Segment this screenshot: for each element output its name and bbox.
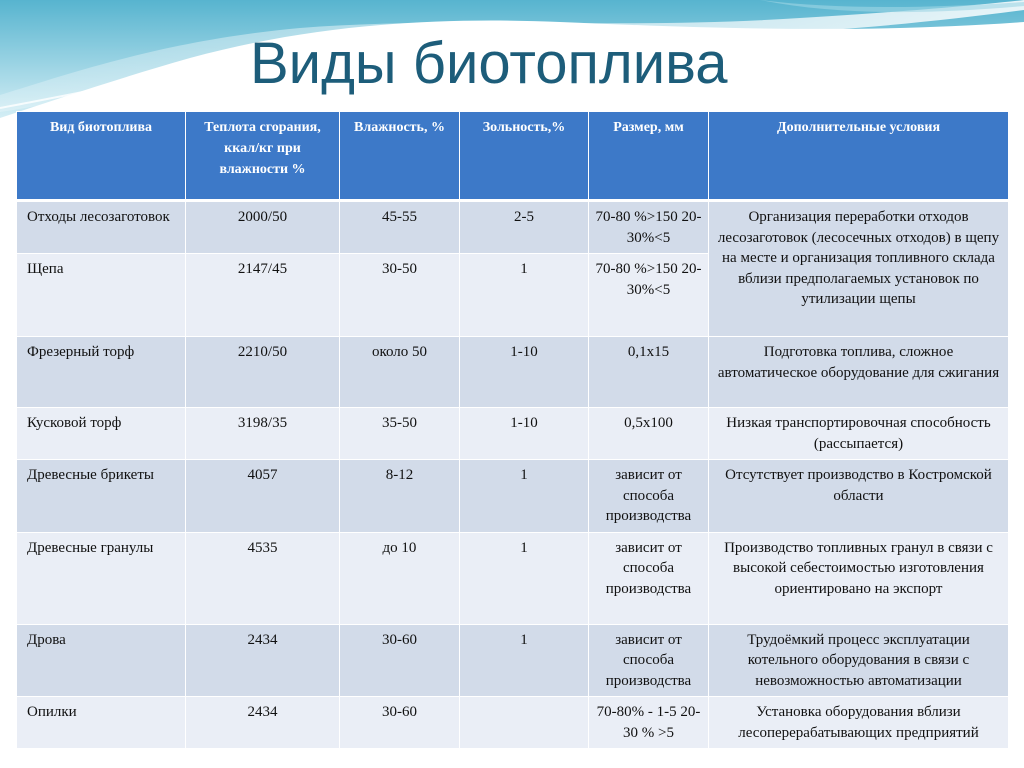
cell-ash-content: 2-5 [460, 201, 589, 254]
cell-fuel-type: Отходы лесозаготовок [17, 201, 186, 254]
cell-size: 0,5х100 [589, 408, 709, 460]
table-row [17, 337, 1009, 408]
cell-fuel-type: Опилки [17, 697, 186, 749]
cell-fuel-type: Древесные брикеты [17, 460, 186, 533]
column-header-heat-value: Теплота сгорания, ккал/кг при влажности % [186, 112, 340, 201]
cell-moisture: 30-60 [340, 624, 460, 697]
cell-moisture: 30-60 [340, 697, 460, 749]
cell-additional-conditions: Производство топливных гранул в связи с высокой себестоимостью изготовления ориентировано на экспорт [709, 532, 1009, 624]
column-header-ash-content: Зольность,% [460, 112, 589, 201]
cell-size: зависит от способа производства [589, 460, 709, 533]
cell-size: 70-80% - 1-5 20-30 % >5 [589, 697, 709, 749]
cell-ash-content: 1 [460, 624, 589, 697]
cell-ash-content: 1-10 [460, 337, 589, 408]
cell-additional-conditions: Подготовка топлива, сложное автоматическое оборудование для сжигания [709, 337, 1009, 408]
cell-size: зависит от способа производства [589, 532, 709, 624]
column-header-additional-conditions: Дополнительные условия [709, 112, 1009, 201]
table-row [17, 697, 1009, 749]
cell-moisture: 45-55 [340, 201, 460, 254]
cell-ash-content: 1 [460, 532, 589, 624]
cell-ash-content: 1-10 [460, 408, 589, 460]
column-header-fuel-type: Вид биотоплива [17, 112, 186, 201]
cell-size: зависит от способа производства [589, 624, 709, 697]
cell-fuel-type: Дрова [17, 624, 186, 697]
cell-heat-value: 3198/35 [186, 408, 340, 460]
cell-ash-content [460, 697, 589, 749]
cell-heat-value: 2147/45 [186, 254, 340, 337]
slide-title: Виды биотоплива [250, 31, 728, 96]
column-header-moisture: Влажность, % [340, 112, 460, 201]
cell-ash-content: 1 [460, 254, 589, 337]
cell-size: 70-80 %>150 20-30%<5 [589, 201, 709, 254]
cell-heat-value: 2434 [186, 697, 340, 749]
cell-size: 70-80 %>150 20-30%<5 [589, 254, 709, 337]
table-row [17, 624, 1009, 697]
cell-ash-content: 1 [460, 460, 589, 533]
cell-heat-value: 4535 [186, 532, 340, 624]
cell-additional-conditions: Отсутствует производство в Костромской области [709, 460, 1009, 533]
cell-additional-conditions: Организация переработки отходов лесозаготовок (лесосечных отходов) в щепу на месте и организация топливного склада вблизи предполагаемых установок по утилизации щепы [709, 201, 1009, 337]
cell-fuel-type: Кусковой торф [17, 408, 186, 460]
cell-moisture: 30-50 [340, 254, 460, 337]
cell-heat-value: 4057 [186, 460, 340, 533]
cell-size: 0,1х15 [589, 337, 709, 408]
table-row [17, 408, 1009, 460]
table-row [17, 532, 1009, 624]
table-row [17, 460, 1009, 533]
cell-moisture: около 50 [340, 337, 460, 408]
cell-heat-value: 2000/50 [186, 201, 340, 254]
cell-moisture: до 10 [340, 532, 460, 624]
cell-additional-conditions: Низкая транспортировочная способность (рассыпается) [709, 408, 1009, 460]
table-body [17, 201, 1009, 749]
cell-heat-value: 2210/50 [186, 337, 340, 408]
cell-moisture: 35-50 [340, 408, 460, 460]
cell-fuel-type: Древесные гранулы [17, 532, 186, 624]
cell-moisture: 8-12 [340, 460, 460, 533]
cell-fuel-type: Фрезерный торф [17, 337, 186, 408]
cell-heat-value: 2434 [186, 624, 340, 697]
cell-additional-conditions: Установка оборудования вблизи лесоперерабатывающих предприятий [709, 697, 1009, 749]
cell-fuel-type: Щепа [17, 254, 186, 337]
column-header-size: Размер, мм [589, 112, 709, 201]
table-header [17, 112, 1009, 201]
biofuel-table [16, 111, 1009, 749]
cell-additional-conditions: Трудоёмкий процесс эксплуатации котельного оборудования в связи с невозможностью автоматизации [709, 624, 1009, 697]
table-row [17, 201, 1009, 254]
